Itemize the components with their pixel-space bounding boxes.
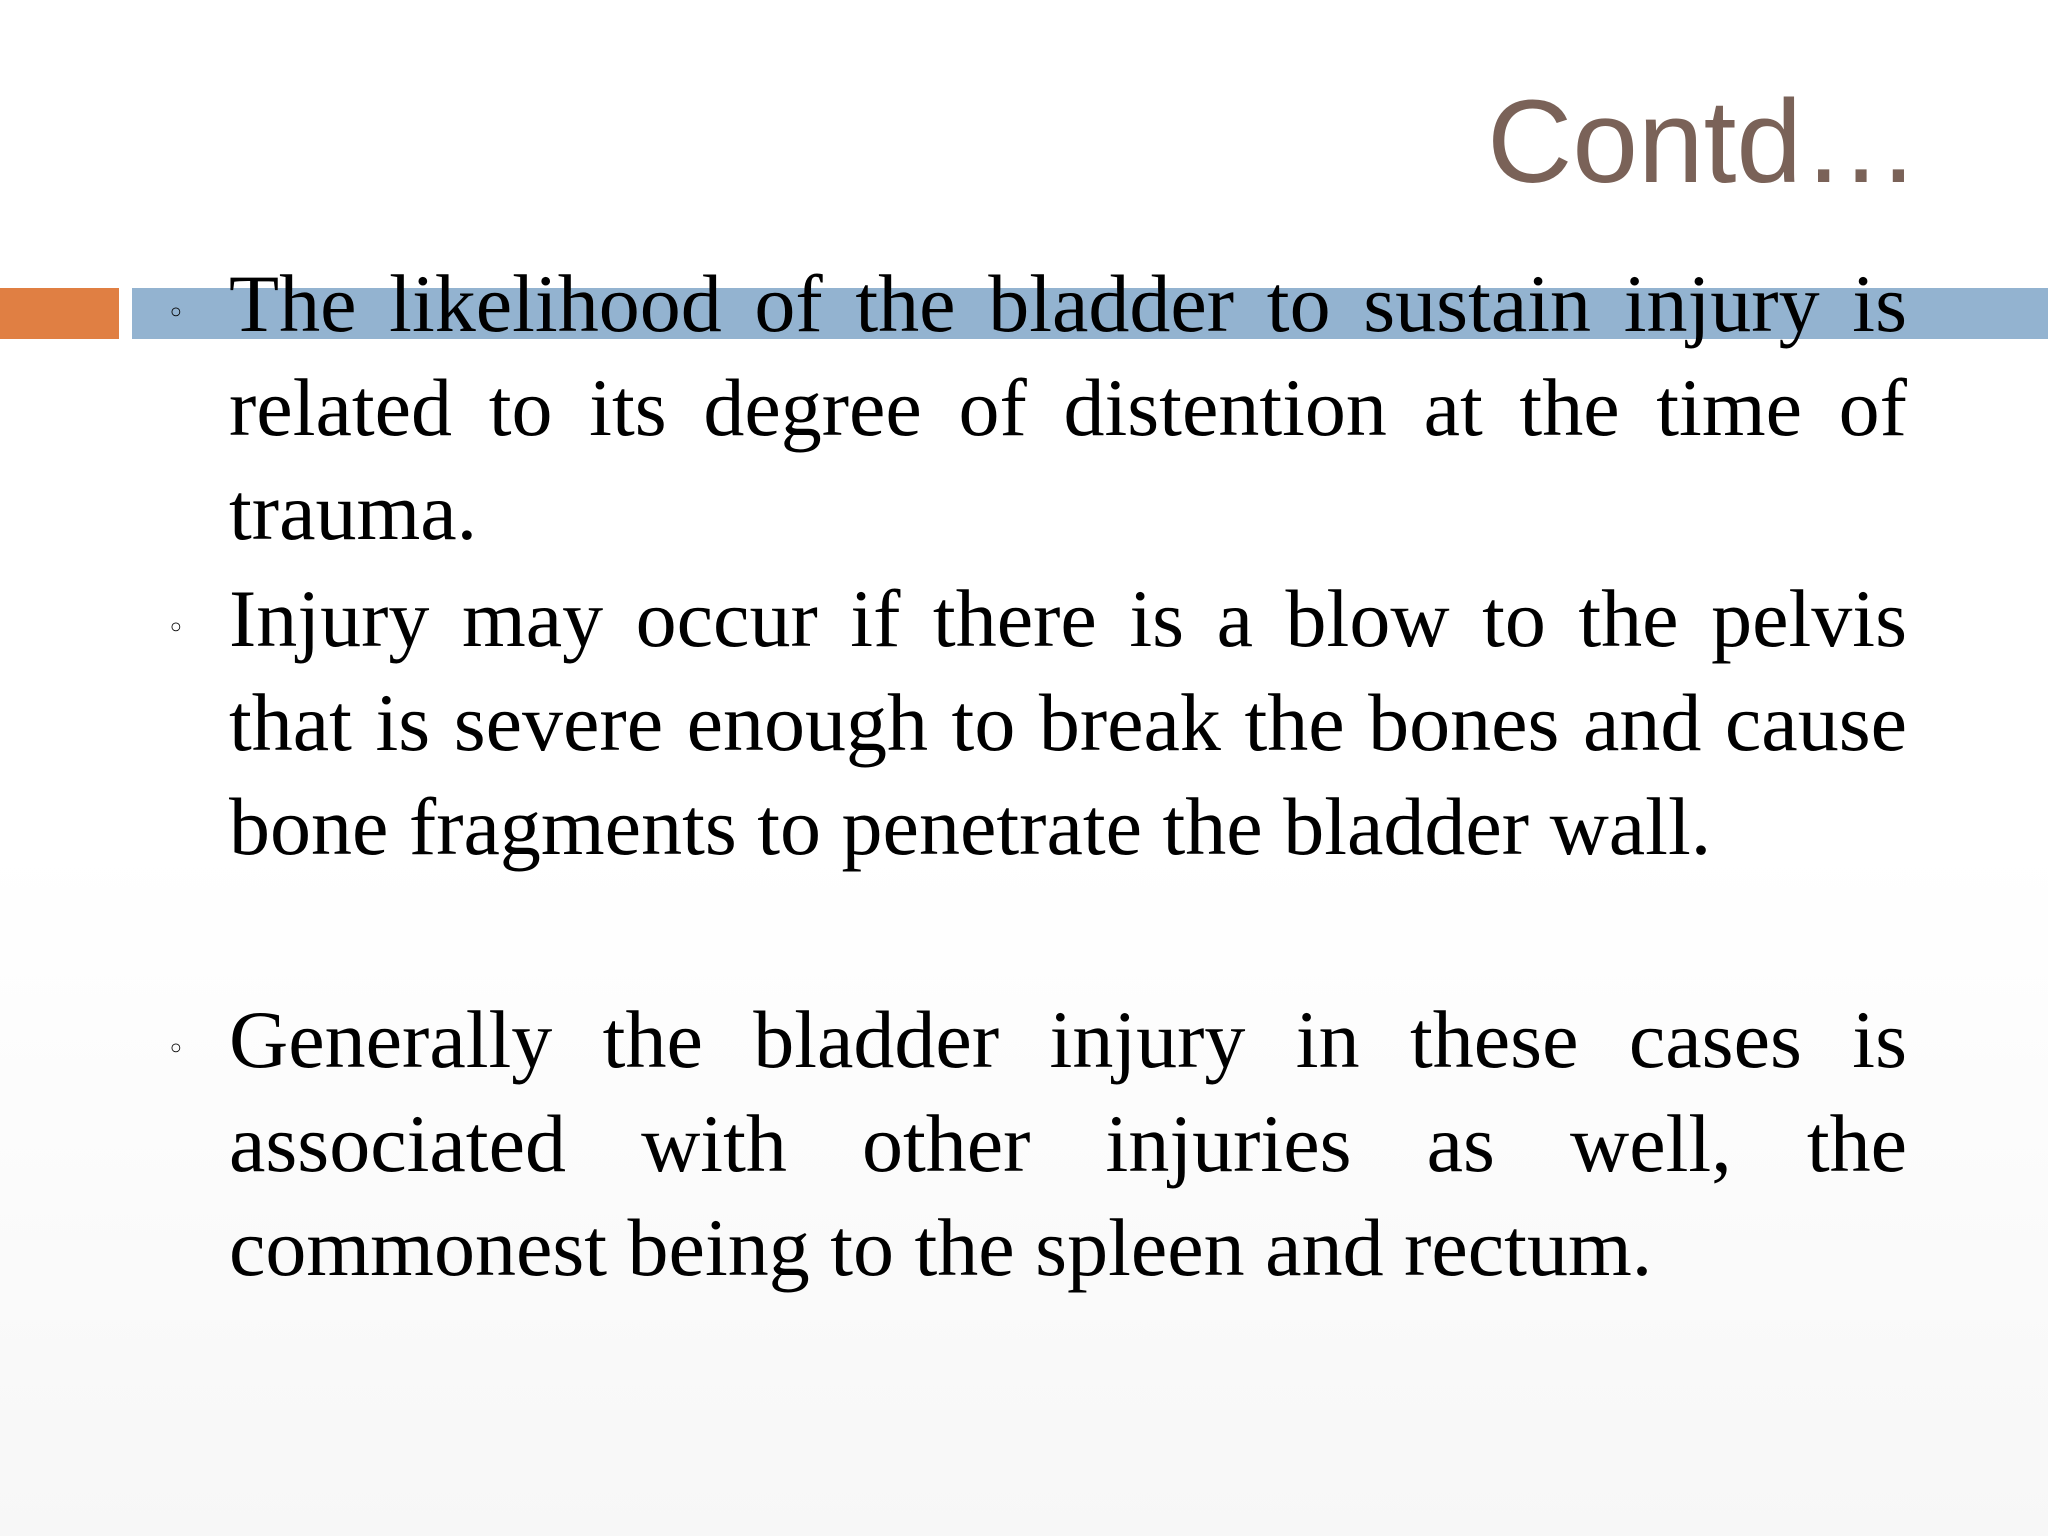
bullet-item: Generally the bladder injury in these cases is associated with other injuries as well, the commonest being to the spleen and rectum.: [229, 994, 1907, 1293]
bullet-marker: ◦: [167, 611, 185, 646]
slide-title: Contd…: [1487, 76, 1920, 208]
bullet-item: Injury may occur if there is a blow to the pelvis that is severe enough to break the bones and cause bone fragments to penetrate the bladder wall.: [229, 573, 1907, 872]
bullet-marker: ◦: [167, 1032, 185, 1067]
bullet-marker: ◦: [167, 296, 185, 331]
bullet-item: The likelihood of the bladder to sustain injury is related to its degree of distention at the time of trauma.: [229, 258, 1907, 557]
